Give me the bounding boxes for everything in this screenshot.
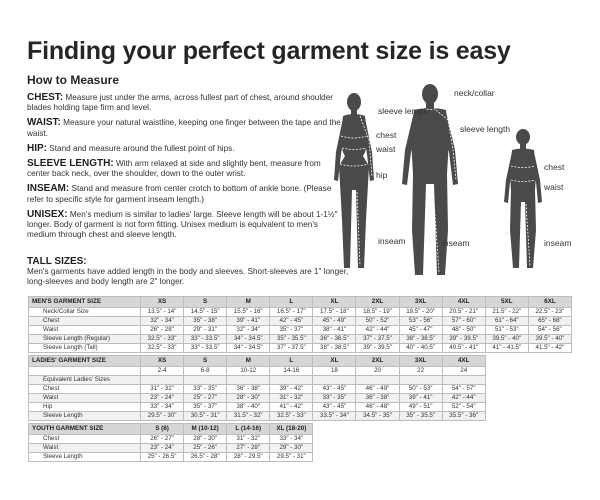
table-cell: 38" - 38.5" [399, 335, 442, 344]
table-cell: 38" - 40" [227, 403, 270, 412]
size-column-header: L (14-16) [227, 424, 270, 435]
table-cell [141, 376, 184, 385]
measure-hip: HIP: Stand and measure around the fullest point of hips. [27, 142, 235, 154]
table-cell: 29" - 31" [184, 326, 227, 335]
row-label: Sleeve Length [29, 453, 141, 462]
table-cell: 39.5" - 40" [485, 335, 528, 344]
table-cell: 50" - 53" [399, 385, 442, 394]
row-label: Waist [29, 394, 141, 403]
table-cell: 37" - 37.5" [270, 344, 313, 353]
size-column-header: S [184, 297, 227, 308]
table-cell: 15.5" - 16" [227, 308, 270, 317]
label-woman-inseam: inseam [378, 236, 406, 246]
label-woman-waist: waist [376, 144, 396, 154]
empty-cell [528, 376, 571, 385]
table-cell: 53" - 56" [399, 317, 442, 326]
table-cell: 6-8 [184, 367, 227, 376]
measure-chest: CHEST: Measure just under the arms, across fullest part of chest, around shoulder blades holding tape firm and level. [27, 92, 333, 113]
table-cell: 34" - 34.5" [227, 335, 270, 344]
empty-cell [442, 424, 485, 435]
table-cell [313, 376, 356, 385]
size-column-header: 3XL [399, 356, 442, 367]
row-label: Sleeve Length [29, 412, 141, 421]
table-cell: 52" - 54" [442, 403, 485, 412]
size-column-header: S (8) [141, 424, 184, 435]
table-cell: 23" - 24" [141, 444, 184, 453]
row-label: Waist [29, 326, 141, 335]
table-cell: 36" - 38" [227, 385, 270, 394]
table-cell: 40" - 40.5" [399, 344, 442, 353]
youth-size-table-header-row [29, 424, 572, 435]
table-cell: 17.5" - 18" [313, 308, 356, 317]
empty-cell [442, 435, 485, 444]
label-man-sleeve-length: sleeve length [460, 124, 511, 134]
table-cell: 39" - 41" [227, 317, 270, 326]
empty-cell [485, 424, 528, 435]
table-cell: 32.5" - 33" [141, 344, 184, 353]
table-cell: 20 [356, 367, 399, 376]
size-column-header: XS [141, 356, 184, 367]
size-column-header: S [184, 356, 227, 367]
row-label: Hip [29, 403, 141, 412]
table-cell: 54" - 56" [528, 326, 571, 335]
table-cell: 40.5" - 41" [442, 344, 485, 353]
table-cell: 54" - 57" [442, 385, 485, 394]
measure-sleeve-length: SLEEVE LENGTH: With arm relaxed at side and slightly bent, measure from center back neck, over the shoulder, down to the outer wrist. [27, 158, 321, 179]
empty-cell [356, 424, 399, 435]
table-cell: 13.5" - 14" [141, 308, 184, 317]
table-cell: 28" - 30" [184, 435, 227, 444]
table-cell: 10-12 [227, 367, 270, 376]
size-column-header: 3XL [399, 297, 442, 308]
ladies-size-table-title: LADIES' GARMENT SIZE [29, 356, 141, 367]
table-cell: 34" - 34.5" [227, 344, 270, 353]
section-gap [29, 462, 572, 465]
table-cell: 39" - 42" [270, 385, 313, 394]
table-cell: 29" - 30" [270, 444, 313, 453]
table-cell [442, 376, 485, 385]
empty-cell [528, 435, 571, 444]
body-silhouettes-illustration [330, 80, 580, 310]
size-table [28, 296, 572, 465]
empty-cell [528, 424, 571, 435]
table-cell: 2-4 [141, 367, 184, 376]
table-cell [227, 376, 270, 385]
table-cell: 22 [399, 367, 442, 376]
label-child-inseam: inseam [544, 238, 572, 248]
row-label: Neck/Collar Size [29, 308, 141, 317]
table-row [29, 326, 572, 335]
empty-cell [313, 435, 356, 444]
size-column-header: XL (18-20) [270, 424, 313, 435]
size-column-header: 4XL [442, 297, 485, 308]
table-cell: 32" - 34" [227, 326, 270, 335]
table-row [29, 444, 572, 453]
table-cell: 25" - 27" [184, 394, 227, 403]
table-row [29, 394, 572, 403]
row-label: Sleeve Length (Tall) [29, 344, 141, 353]
empty-cell [528, 394, 571, 403]
table-cell: 48" - 50" [442, 326, 485, 335]
table-cell: 35" - 35.5" [270, 335, 313, 344]
empty-cell [485, 367, 528, 376]
table-cell: 14.5" - 15" [184, 308, 227, 317]
table-cell: 29.5" - 30" [141, 412, 184, 421]
size-column-header: 2XL [356, 297, 399, 308]
table-row [29, 335, 572, 344]
page-title: Finding your perfect garment size is easy [27, 37, 511, 65]
youth-size-table-title: YOUTH GARMENT SIZE [29, 424, 141, 435]
table-cell: 57" - 60" [442, 317, 485, 326]
row-label: Chest [29, 435, 141, 444]
table-cell: 33" - 33.5" [184, 335, 227, 344]
size-charts [28, 296, 572, 465]
table-cell: 41" - 41.5" [485, 344, 528, 353]
size-column-header: M [227, 356, 270, 367]
table-cell: 32" - 34" [141, 317, 184, 326]
table-cell: 33" - 35" [184, 385, 227, 394]
table-row [29, 403, 572, 412]
empty-cell [485, 453, 528, 462]
row-label: Chest [29, 385, 141, 394]
table-cell: 35" - 37" [270, 326, 313, 335]
empty-cell [399, 424, 442, 435]
table-cell: 30.5" - 31" [184, 412, 227, 421]
woman-silhouette [334, 93, 374, 268]
table-cell: 35" - 37" [184, 403, 227, 412]
row-label: Equivalent Ladies' Sizes [29, 376, 141, 385]
table-cell: 33" - 35" [313, 394, 356, 403]
size-column-header: XS [141, 297, 184, 308]
table-cell: 18.5" - 19" [356, 308, 399, 317]
empty-cell [313, 424, 356, 435]
gap-cell [29, 462, 572, 465]
table-cell: 34.5" - 35" [356, 412, 399, 421]
size-column-header: L [270, 297, 313, 308]
size-column-header: L [270, 356, 313, 367]
table-cell: 14-16 [270, 367, 313, 376]
table-cell [399, 376, 442, 385]
empty-cell [485, 403, 528, 412]
empty-cell [485, 412, 528, 421]
empty-cell [442, 453, 485, 462]
measure-inseam: INSEAM: Stand and measure from center crotch to bottom of ankle bone. (Please refer to specific style for garment inseam length.) [27, 183, 332, 204]
empty-cell [356, 453, 399, 462]
empty-cell [528, 444, 571, 453]
table-cell: 33.5" - 34" [313, 412, 356, 421]
table-cell [356, 376, 399, 385]
empty-cell [399, 453, 442, 462]
table-cell: 24 [442, 367, 485, 376]
empty-cell [528, 385, 571, 394]
tall-sizes-text: Men's garments have added length in the body and sleeves. Short-sleeves are 1" longer, long-sleeves and body length are 2" longer. [27, 267, 349, 287]
measure-unisex: UNISEX: Men's medium is similar to ladies' large. Sleeve length will be about 1-1½" longer. Body of garment is not form fitting. Unisex medium is equivalent to men's medium through chest and sleeve length. [27, 208, 338, 240]
row-label [29, 367, 141, 376]
table-cell: 41.5" - 42" [528, 344, 571, 353]
table-cell: 21.5" - 22" [485, 308, 528, 317]
table-cell: 18 [313, 367, 356, 376]
table-cell: 50" - 52" [356, 317, 399, 326]
label-woman-chest: chest [376, 130, 397, 140]
size-column-header: 6XL [528, 297, 571, 308]
table-cell: 61" - 64" [485, 317, 528, 326]
empty-cell [399, 435, 442, 444]
how-to-measure-section [27, 73, 342, 245]
table-cell: 33" - 34" [141, 403, 184, 412]
table-row [29, 317, 572, 326]
table-cell: 29.5" - 31" [270, 453, 313, 462]
table-cell: 39.5" - 40" [528, 335, 571, 344]
table-cell: 22.5" - 23" [528, 308, 571, 317]
table-cell: 28" - 30" [227, 394, 270, 403]
table-row [29, 344, 572, 353]
table-cell: 20.5" - 21" [442, 308, 485, 317]
ladies-size-table-header-row [29, 356, 572, 367]
table-cell: 35.5" - 36" [442, 412, 485, 421]
empty-cell [528, 403, 571, 412]
table-cell [184, 376, 227, 385]
table-cell: 31" - 32" [227, 435, 270, 444]
table-cell: 25" - 26.5" [141, 453, 184, 462]
empty-cell [528, 453, 571, 462]
table-cell: 39" - 39.5" [356, 344, 399, 353]
table-cell: 45" - 49" [313, 317, 356, 326]
table-cell: 37" - 37.5" [356, 335, 399, 344]
table-cell: 39" - 39.5" [442, 335, 485, 344]
table-row [29, 453, 572, 462]
table-cell: 43" - 45" [313, 403, 356, 412]
table-cell: 28" - 29.5" [227, 453, 270, 462]
table-cell: 41" - 42" [270, 403, 313, 412]
size-column-header: 4XL [442, 356, 485, 367]
table-cell: 38" - 38.5" [313, 344, 356, 353]
row-label: Chest [29, 317, 141, 326]
mens-size-table-header-row [29, 297, 572, 308]
table-cell: 42" - 45" [270, 317, 313, 326]
how-to-measure-heading: How to Measure [27, 73, 120, 87]
size-column-header: M [227, 297, 270, 308]
label-woman-hip: hip [376, 170, 388, 180]
table-cell: 36" - 38" [356, 394, 399, 403]
empty-cell [485, 435, 528, 444]
table-cell: 31.5" - 32" [227, 412, 270, 421]
table-cell: 36" - 36.5" [313, 335, 356, 344]
table-cell: 65" - 68" [528, 317, 571, 326]
label-man-inseam: inseam [442, 238, 470, 248]
empty-cell [485, 394, 528, 403]
table-cell: 51" - 53" [485, 326, 528, 335]
table-cell: 45" - 47" [399, 326, 442, 335]
label-man-neck-collar: neck/collar [454, 88, 495, 98]
child-silhouette [504, 129, 542, 268]
size-column-header: XL [313, 356, 356, 367]
table-row [29, 435, 572, 444]
empty-cell [528, 412, 571, 421]
empty-cell [485, 376, 528, 385]
table-cell: 39" - 41" [399, 394, 442, 403]
row-label: Waist [29, 444, 141, 453]
table-row [29, 385, 572, 394]
empty-cell [356, 435, 399, 444]
table-cell: 35" - 35.5" [399, 412, 442, 421]
empty-cell [399, 444, 442, 453]
table-cell: 31" - 32" [270, 394, 313, 403]
table-row [29, 367, 572, 376]
table-row [29, 308, 572, 317]
table-row [29, 376, 572, 385]
empty-cell [528, 356, 571, 367]
table-cell [270, 376, 313, 385]
table-cell: 31" - 32" [141, 385, 184, 394]
table-cell: 26" - 27" [141, 435, 184, 444]
table-cell: 42" - 44" [356, 326, 399, 335]
empty-cell [442, 444, 485, 453]
label-woman-sleeve-length: sleeve length [378, 106, 429, 116]
table-cell: 25" - 26" [184, 444, 227, 453]
table-cell: 43" - 45" [313, 385, 356, 394]
size-column-header: 2XL [356, 356, 399, 367]
mens-size-table-title: MEN'S GARMENT SIZE [29, 297, 141, 308]
table-cell: 38" - 41" [313, 326, 356, 335]
size-column-header: M (10-12) [184, 424, 227, 435]
table-cell: 26.5" - 28" [184, 453, 227, 462]
empty-cell [528, 367, 571, 376]
empty-cell [485, 444, 528, 453]
row-label: Sleeve Length (Regular) [29, 335, 141, 344]
table-cell: 32.5" - 33" [270, 412, 313, 421]
label-child-chest: chest [544, 162, 565, 172]
tall-sizes-note [27, 256, 357, 287]
label-child-waist: waist [544, 182, 564, 192]
table-cell: 42" - 44" [442, 394, 485, 403]
table-cell: 26" - 28" [141, 326, 184, 335]
table-cell: 19.5" - 20" [399, 308, 442, 317]
table-cell: 32.5" - 33" [141, 335, 184, 344]
table-cell: 46" - 48" [356, 403, 399, 412]
measurement-figures [330, 80, 580, 310]
empty-cell [356, 444, 399, 453]
table-cell: 35" - 38" [184, 317, 227, 326]
empty-cell [485, 356, 528, 367]
table-cell: 27" - 28" [227, 444, 270, 453]
size-column-header: XL [313, 297, 356, 308]
empty-cell [485, 385, 528, 394]
table-cell: 23" - 24" [141, 394, 184, 403]
measure-waist: WAIST: Measure your natural waistline, keeping one finger between the tape and the waist. [27, 117, 341, 138]
empty-cell [313, 444, 356, 453]
table-row [29, 412, 572, 421]
table-cell: 16.5" - 17" [270, 308, 313, 317]
table-cell: 33" - 33.5" [184, 344, 227, 353]
table-cell: 46" - 49" [356, 385, 399, 394]
size-column-header: 5XL [485, 297, 528, 308]
table-cell: 33" - 34" [270, 435, 313, 444]
table-cell: 49" - 51" [399, 403, 442, 412]
tall-sizes-heading: TALL SIZES: [27, 256, 87, 267]
empty-cell [313, 453, 356, 462]
